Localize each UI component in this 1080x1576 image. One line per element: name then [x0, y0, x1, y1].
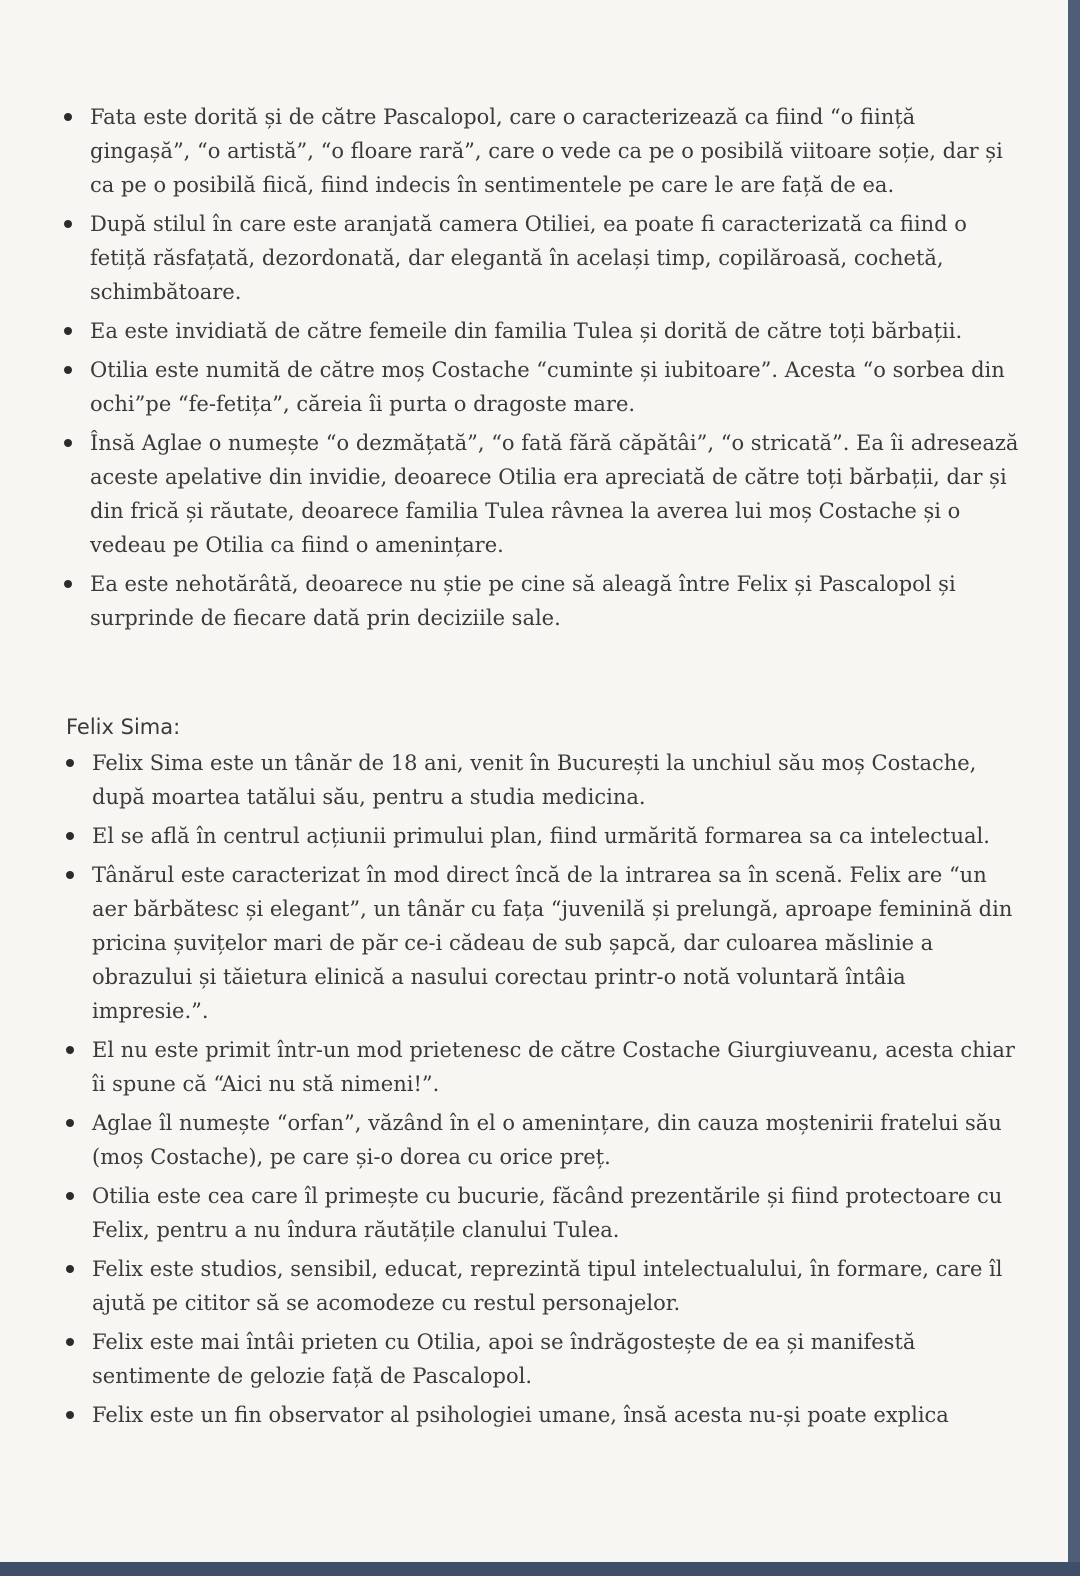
list-item [90, 100, 1020, 202]
list-item-text: Otilia este numită de către moș Costache “cuminte și iubitoare”. Acesta “o sorbea din ochi”pe “fe-fetița”, căreia îi purta o dragoste mare. [90, 358, 1005, 416]
bullet-icon [66, 871, 74, 879]
list-item-text: El se află în centrul acțiunii primului plan, fiind urmărită formarea sa ca intelectual. [92, 824, 990, 848]
list-item-text: Otilia este cea care îl primește cu bucurie, făcând prezentările și fiind protectoare cu Felix, pentru a nu îndura răutățile clanului Tulea. [92, 1184, 1003, 1242]
bullet-icon [66, 1265, 74, 1273]
list-item-text: Aglae îl numește “orfan”, văzând în el o amenințare, din cauza moștenirii fratelui său (moș Costache), pe care și-o dorea cu orice preț. [92, 1111, 1002, 1169]
bullet-icon [66, 1192, 74, 1200]
list-item-text: Felix Sima este un tânăr de 18 ani, venit în București la unchiul său moș Costache, după moartea tatălui său, pentru a studia medicina. [92, 751, 977, 809]
list-item [92, 746, 1022, 814]
bullet-icon [64, 580, 72, 588]
bullet-icon [64, 327, 72, 335]
list-item-text: Fata este dorită și de către Pascalopol, care o caracterizează ca fiind “o ființă gingașă”, “o artistă”, “o floare rară”, care o vede ca pe o posibilă viitoare soție, dar și ca pe o posibilă fiică, fiind indecis în sentimentele pe care le are față de ea. [90, 105, 1003, 197]
list-item [90, 353, 1020, 421]
list-item [90, 207, 1020, 309]
list-item [92, 1179, 1022, 1247]
felix-bullet-list [92, 746, 1022, 1437]
list-item [90, 426, 1020, 562]
bullet-icon [66, 832, 74, 840]
background-edge-bottom [0, 1562, 1080, 1576]
list-item [92, 1106, 1022, 1174]
section-title-felix: Felix Sima: [66, 715, 181, 739]
list-item-text: După stilul în care este aranjată camera Otiliei, ea poate fi caracterizată ca fiind o fetiță răsfațată, dezordonată, dar elegantă în același timp, copilăroasă, cochetă, schimbătoare. [90, 212, 967, 304]
list-item [92, 1033, 1022, 1101]
list-item-text: Însă Aglae o numește “o dezmățată”, “o fată fără căpătâi”, “o stricată”. Ea îi adresează aceste apelative din invidie, deoarece Otilia era apreciată de către toți bărbații, dar și din frică și răutate, deoarece familia Tulea râvnea la averea lui moș Costache și o vedeau pe Otilia ca fiind o amenințare. [90, 431, 1019, 557]
list-item [92, 1325, 1022, 1393]
list-item-text: Felix este mai întâi prieten cu Otilia, apoi se îndrăgostește de ea și manifestă sentimente de gelozie față de Pascalopol. [92, 1330, 916, 1388]
background-edge-right [1068, 0, 1080, 1576]
bullet-icon [66, 1119, 74, 1127]
list-item [92, 858, 1022, 1028]
list-item [90, 567, 1020, 635]
bullet-icon [66, 1046, 74, 1054]
list-item-text: Ea este invidiată de către femeile din familia Tulea și dorită de către toți bărbații. [90, 319, 963, 343]
list-item-text: El nu este primit într-un mod prietenesc de către Costache Giurgiuveanu, acesta chiar îi spune că “Aici nu stă nimeni!”. [92, 1038, 1015, 1096]
bullet-icon [66, 1411, 74, 1419]
bullet-icon [64, 220, 72, 228]
list-item-text: Felix este un fin observator al psihologiei umane, însă acesta nu-și poate explica [92, 1403, 949, 1427]
otilia-bullet-list [90, 100, 1020, 640]
bullet-icon [64, 439, 72, 447]
list-item-text: Ea este nehotărâtă, deoarece nu știe pe cine să aleagă între Felix și Pascalopol și surprinde de fiecare dată prin deciziile sale. [90, 572, 956, 630]
list-item [92, 819, 1022, 853]
list-item [92, 1252, 1022, 1320]
bullet-icon [64, 113, 72, 121]
bullet-icon [66, 759, 74, 767]
bullet-icon [64, 366, 72, 374]
bullet-icon [66, 1338, 74, 1346]
list-item-text: Tânărul este caracterizat în mod direct încă de la intrarea sa în scenă. Felix are “un aer bărbătesc și elegant”, un tânăr cu fața “juvenilă și prelungă, aproape feminină din pricina șuvițelor mari de păr ce-i cădeau de sub șapcă, dar culoarea măslinie a obrazului și tăietura elinică a nasului corectau printr-o notă voluntară întâia impresie.”. [92, 863, 1013, 1023]
list-item [92, 1398, 1022, 1432]
list-item-text: Felix este studios, sensibil, educat, reprezintă tipul intelectualului, în formare, care îl ajută pe cititor să se acomodeze cu restul personajelor. [92, 1257, 1003, 1315]
list-item [90, 314, 1020, 348]
